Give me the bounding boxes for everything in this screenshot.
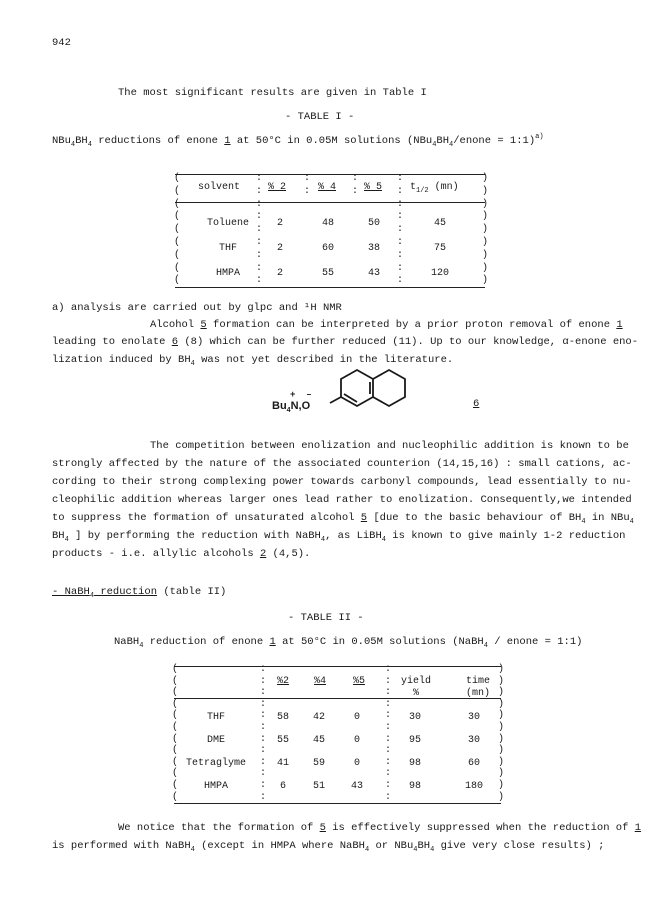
table1-cell-p2: 2 bbox=[276, 243, 283, 254]
table1-cell-solvent: HMPA bbox=[215, 268, 240, 279]
table2-cell-solvent: Tetraglyme bbox=[185, 758, 246, 769]
table1-cell-t: 120 bbox=[430, 268, 449, 279]
table1-cell-p2: 2 bbox=[276, 218, 283, 229]
table1-cell-p4: 48 bbox=[321, 218, 334, 229]
table2-cell-p5: 0 bbox=[353, 712, 360, 723]
table2-cell-p2: 41 bbox=[276, 758, 289, 769]
table2-cell-t: 30 bbox=[467, 712, 480, 723]
table1-cell-p5: 43 bbox=[367, 268, 380, 279]
paragraph-3-line-2: is performed with NaBH$_4$ (except in HMPA where NaBH$_4$ or $NBu_4BH_4$ give very close results) ; bbox=[52, 840, 605, 854]
table2-cell-solvent: HMPA bbox=[203, 781, 228, 792]
table1-cell-solvent: THF bbox=[218, 243, 237, 254]
paragraph-2-line-6: $BH_4$ ] by performing the reduction with NaBH$_4$, as LiBH$_4$ is known to give mainly 1-2 reduction bbox=[52, 530, 626, 544]
table2-cell-p2: 6 bbox=[279, 781, 286, 792]
page-number: 942 bbox=[52, 37, 71, 49]
table2-header-yield: yield bbox=[401, 676, 432, 687]
table2-cell-solvent: THF bbox=[206, 712, 225, 723]
table2-cell-p4: 59 bbox=[312, 758, 325, 769]
table2-header-p2: %2 bbox=[277, 676, 290, 687]
table2-cell-p2: 55 bbox=[276, 735, 289, 746]
table1-footnote: a) analysis are carried out by glpc and ¹H NMR bbox=[52, 302, 342, 314]
table1-cell-p2: 2 bbox=[276, 268, 283, 279]
table1-title: - TABLE I - bbox=[285, 111, 355, 123]
table2-cell-t: 60 bbox=[467, 758, 480, 769]
paragraph-2-line-7: products - i.e. allylic alcohols 2 (4,5). bbox=[52, 548, 311, 560]
table2-header-time-unit: (mn) bbox=[466, 688, 491, 699]
enolate-charge-signs: + – bbox=[290, 390, 312, 400]
table2-header-time: time bbox=[466, 676, 491, 687]
enolate-counterion-label: $Bu_4N,O$ bbox=[272, 400, 311, 414]
table2-cell-p4: 42 bbox=[312, 712, 325, 723]
compound-number-6: 6 bbox=[473, 398, 480, 410]
table2-cell-p5: 0 bbox=[353, 735, 360, 746]
enolate-structure bbox=[300, 366, 430, 426]
paragraph-3-line-1: We notice that the formation of 5 is effectively suppressed when the reduction of 1 bbox=[118, 822, 642, 834]
table2-caption: NaBH$_4$ reduction of enone 1 at 50°C in 0.05M solutions (NaBH$_4$ / enone = 1:1) bbox=[114, 636, 583, 650]
table2-cell-p5: 0 bbox=[353, 758, 360, 769]
table2-cell-t: 180 bbox=[464, 781, 483, 792]
table1-cell-p4: 55 bbox=[321, 268, 334, 279]
table1-header-solvent: solvent bbox=[198, 182, 241, 193]
table1-header-p5: % 5 bbox=[364, 182, 383, 193]
table2-title: - TABLE II - bbox=[288, 612, 364, 624]
table2-cell-p4: 51 bbox=[312, 781, 325, 792]
table1-caption: $NBu_4BH_4$ reductions of enone 1 at 50°C in 0.05M solutions ($NBu_4BH_4$/enone = 1:1)$^{a)}$ bbox=[52, 133, 544, 149]
paragraph-2-line-5: to suppress the formation of unsaturated alcohol 5 [due to the basic behaviour of $BH_4$ in NBu$_4$ bbox=[52, 512, 634, 526]
paragraph-2-line-4: cleophilic addition whereas larger ones lead rather to enolization. Consequently,we intended bbox=[52, 494, 632, 506]
table1-header-t: $t_{1/2}$ (mn) bbox=[410, 182, 459, 195]
table2-cell-p5: 43 bbox=[350, 781, 363, 792]
section-heading: - NaBH$_4$ reduction (table II) bbox=[52, 586, 227, 600]
table2-header-p5: %5 bbox=[353, 676, 366, 687]
table2-cell-p2: 58 bbox=[276, 712, 289, 723]
paragraph-1-line-3: lization induced by $BH_4$ was not yet described in the literature. bbox=[52, 354, 454, 368]
table2-cell-y: 95 bbox=[408, 735, 421, 746]
table2-cell-solvent: DME bbox=[206, 735, 225, 746]
table1-header-p2: % 2 bbox=[268, 182, 287, 193]
paragraph-2-line-1: The competition between enolization and nucleophilic addition is known to be bbox=[150, 440, 629, 452]
table2-header-p4: %4 bbox=[314, 676, 327, 687]
table2-header-yield-unit: % bbox=[413, 688, 420, 699]
table2-cell-p4: 45 bbox=[312, 735, 325, 746]
table1-cell-t: 75 bbox=[433, 243, 446, 254]
table2-cell-y: 98 bbox=[408, 781, 421, 792]
paragraph-1-line-1: Alcohol 5 formation can be interpreted by a prior proton removal of enone 1 bbox=[150, 319, 623, 331]
table1-cell-p5: 50 bbox=[367, 218, 380, 229]
table2-cell-y: 98 bbox=[408, 758, 421, 769]
table1-cell-solvent: Toluene bbox=[206, 218, 249, 229]
paragraph-2-line-3: cording to their strong complexing power towards carbonyl compounds, lead essentially to nu- bbox=[52, 476, 632, 488]
paragraph-2-line-2: strongly affected by the nature of the associated counterion (14,15,16) : small cations, ac- bbox=[52, 458, 632, 470]
table1-cell-p5: 38 bbox=[367, 243, 380, 254]
table1-cell-p4: 60 bbox=[321, 243, 334, 254]
table2-cell-t: 30 bbox=[467, 735, 480, 746]
paragraph-1-line-2: leading to enolate 6 (8) which can be further reduced (11). Up to our knowledge, α-enone eno- bbox=[52, 336, 639, 348]
table1-header-p4: % 4 bbox=[318, 182, 337, 193]
intro-sentence: The most significant results are given in Table I bbox=[118, 87, 427, 99]
table2-cell-y: 30 bbox=[408, 712, 421, 723]
table1-cell-t: 45 bbox=[433, 218, 446, 229]
